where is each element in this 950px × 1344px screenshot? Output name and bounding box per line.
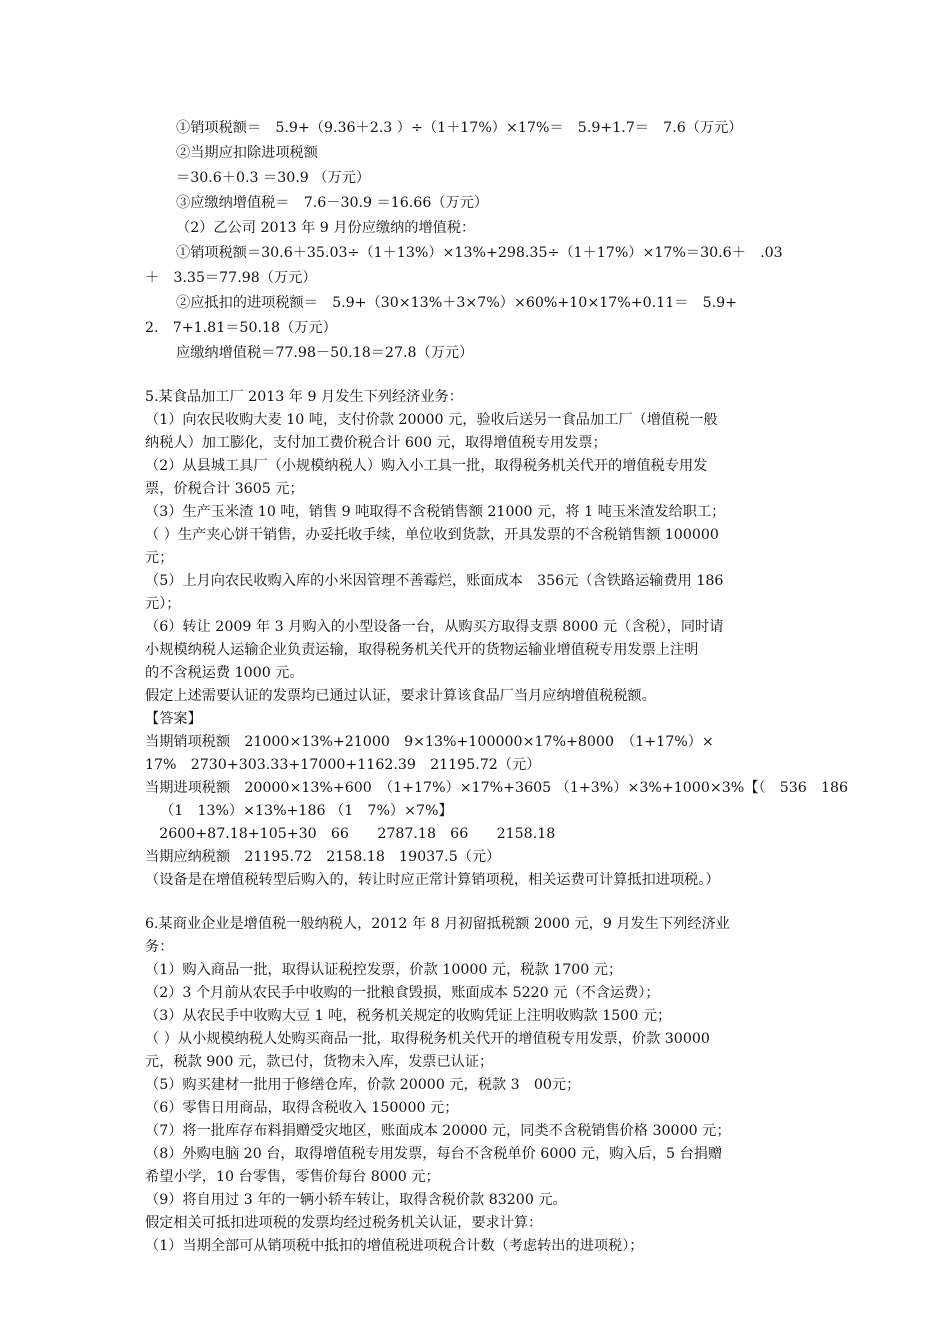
calc-line: （2）乙公司 2013 年 9 月份应缴纳的增值税：	[176, 220, 476, 236]
question-item: 票，价税合计 3605 元；	[145, 481, 304, 497]
answer-line: 当期销项税额 21000×13%+21000 9×13%+100000×17%+8000 （1+17%）×	[145, 734, 714, 750]
question-item: （7）将一批库存布料捐赠受灾地区，账面成本 20000 元，同类不含税销售价格 30000 元；	[145, 1123, 731, 1139]
question-item: （5）购买建材一批用于修缮仓库，价款 20000 元，税款 3 00元；	[145, 1077, 581, 1093]
question-item: （5）上月向农民收购入库的小米因管理不善霉烂，账面成本 356元（含铁路运输费用 186	[145, 573, 724, 589]
question-item: （6）转让 2009 年 3 月购入的小型设备一台，从购买方取得支票 8000 元（含税），同时请	[145, 619, 724, 635]
question-item: 希望小学，10 台零售，零售价每台 8000 元；	[145, 1169, 440, 1185]
calc-line: ①销项税额＝30.6＋35.03÷（1＋13%）×13%+298.35÷（1＋17%）×17%＝30.6＋ .03	[176, 245, 783, 261]
question-item: （8）外购电脑 20 台，取得增值税专用发票，每台不含税单价 6000 元，购入后，5 台捐赠	[145, 1146, 723, 1162]
question-requirement-item: （1）当期全部可从销项税中抵扣的增值税进项税合计数（考虑转出的进项税）；	[145, 1238, 644, 1254]
question-item: 元，税款 900 元，款已付，货物未入库，发票已认证；	[145, 1054, 494, 1070]
question-title: 6.某商业企业是增值税一般纳税人，2012 年 8 月初留抵税额 2000 元，9 月发生下列经济业	[145, 916, 730, 932]
question-item: （3）生产玉米渣 10 吨，销售 9 吨取得不含税销售额 21000 元，将 1 吨玉米渣发给职工；	[145, 504, 726, 520]
answer-note: （设备是在增值税转型后购入的，转让时应正常计算销项税，相关运费可计算抵扣进项税。）	[145, 872, 720, 888]
answer-line: 当期应纳税额 21195.72 2158.18 19037.5（元）	[145, 849, 501, 865]
calc-line: ＝30.6＋0.3 ＝30.9 （万元）	[176, 170, 371, 186]
calc-line: ③应缴纳增值税＝ 7.6－30.9 ＝16.66（万元）	[176, 195, 489, 211]
question-item: （2）从县城工具厂（小规模纳税人）购入小工具一批，取得税务机关代开的增值税专用发	[145, 458, 708, 474]
calc-line: ①销项税额＝ 5.9+（9.36＋2.3 ）÷（1＋17%）×17%＝ 5.9+1.7＝ 7.6（万元）	[176, 120, 743, 136]
question-item: （2）3 个月前从农民手中收购的一批粮食毁损，账面成本 5220 元（不含运费）；	[145, 985, 660, 1001]
answer-heading: 【答案】	[145, 711, 202, 727]
question-item: 小规模纳税人运输企业负责运输，取得税务机关代开的货物运输业增值税专用发票上注明	[145, 642, 699, 658]
answer-line: 17% 2730+303.33+17000+1162.39 21195.72（元）	[145, 757, 541, 773]
question-item: （6）零售日用商品，取得含税收入 150000 元；	[145, 1100, 459, 1116]
calc-line: ＋ 3.35＝77.98（万元）	[145, 270, 317, 286]
calc-line: ②应抵扣的进项税额＝ 5.9+（30×13%＋3×7%）×60%+10×17%+0.11＝ 5.9+	[176, 295, 738, 311]
calc-line: 应缴纳增值税＝77.98－50.18＝27.8（万元）	[176, 345, 474, 361]
answer-line: 2600+87.18+105+30 66 2787.18 66 2158.18	[145, 826, 556, 842]
question-item: （3）从农民手中收购大豆 1 吨，税务机关规定的收购凭证上注明收购款 1500 元；	[145, 1008, 672, 1024]
question-item: （ ）从小规模纳税人处购买商品一批，取得税务机关代开的增值税专用发票，价款 30000	[145, 1031, 710, 1047]
question-item: （9）将自用过 3 年的一辆小轿车转让，取得含税价款 83200 元。	[145, 1192, 567, 1208]
question-item: （1）购入商品一批，取得认证税控发票，价款 10000 元，税款 1700 元；	[145, 962, 623, 978]
question-item: （ ）生产夹心饼干销售，办妥托收手续，单位收到货款，开具发票的不含税销售额 100000	[145, 527, 719, 543]
calc-line: 2. 7+1.81＝50.18（万元）	[145, 320, 337, 336]
question-item: 的不含税运费 1000 元。	[145, 665, 304, 681]
question-title: 务：	[145, 939, 174, 955]
question-requirement: 假定相关可抵扣进项税的发票均经过税务机关认证，要求计算：	[145, 1215, 543, 1231]
question-item: 元）；	[145, 596, 181, 612]
question-item: （1）向农民收购大麦 10 吨，支付价款 20000 元，验收后送另一食品加工厂（增值税一般	[145, 412, 718, 428]
question-title: 5.某食品加工厂 2013 年 9 月发生下列经济业务：	[145, 389, 463, 405]
answer-line: （1 13%）×13%+186 （1 7%）×7%】	[160, 803, 453, 819]
question-item: 元；	[145, 550, 174, 566]
question-requirement: 假定上述需要认证的发票均已通过认证，要求计算该食品厂当月应纳增值税税额。	[145, 688, 656, 704]
question-item: 纳税人）加工膨化，支付加工费价税合计 600 元，取得增值税专用发票；	[145, 435, 607, 451]
answer-line: 当期进项税额 20000×13%+600 （1+17%）×17%+3605 （1+3%）×3%+1000×3%【（ 536 186	[145, 780, 849, 796]
calc-line: ②当期应扣除进项税额	[176, 145, 318, 161]
